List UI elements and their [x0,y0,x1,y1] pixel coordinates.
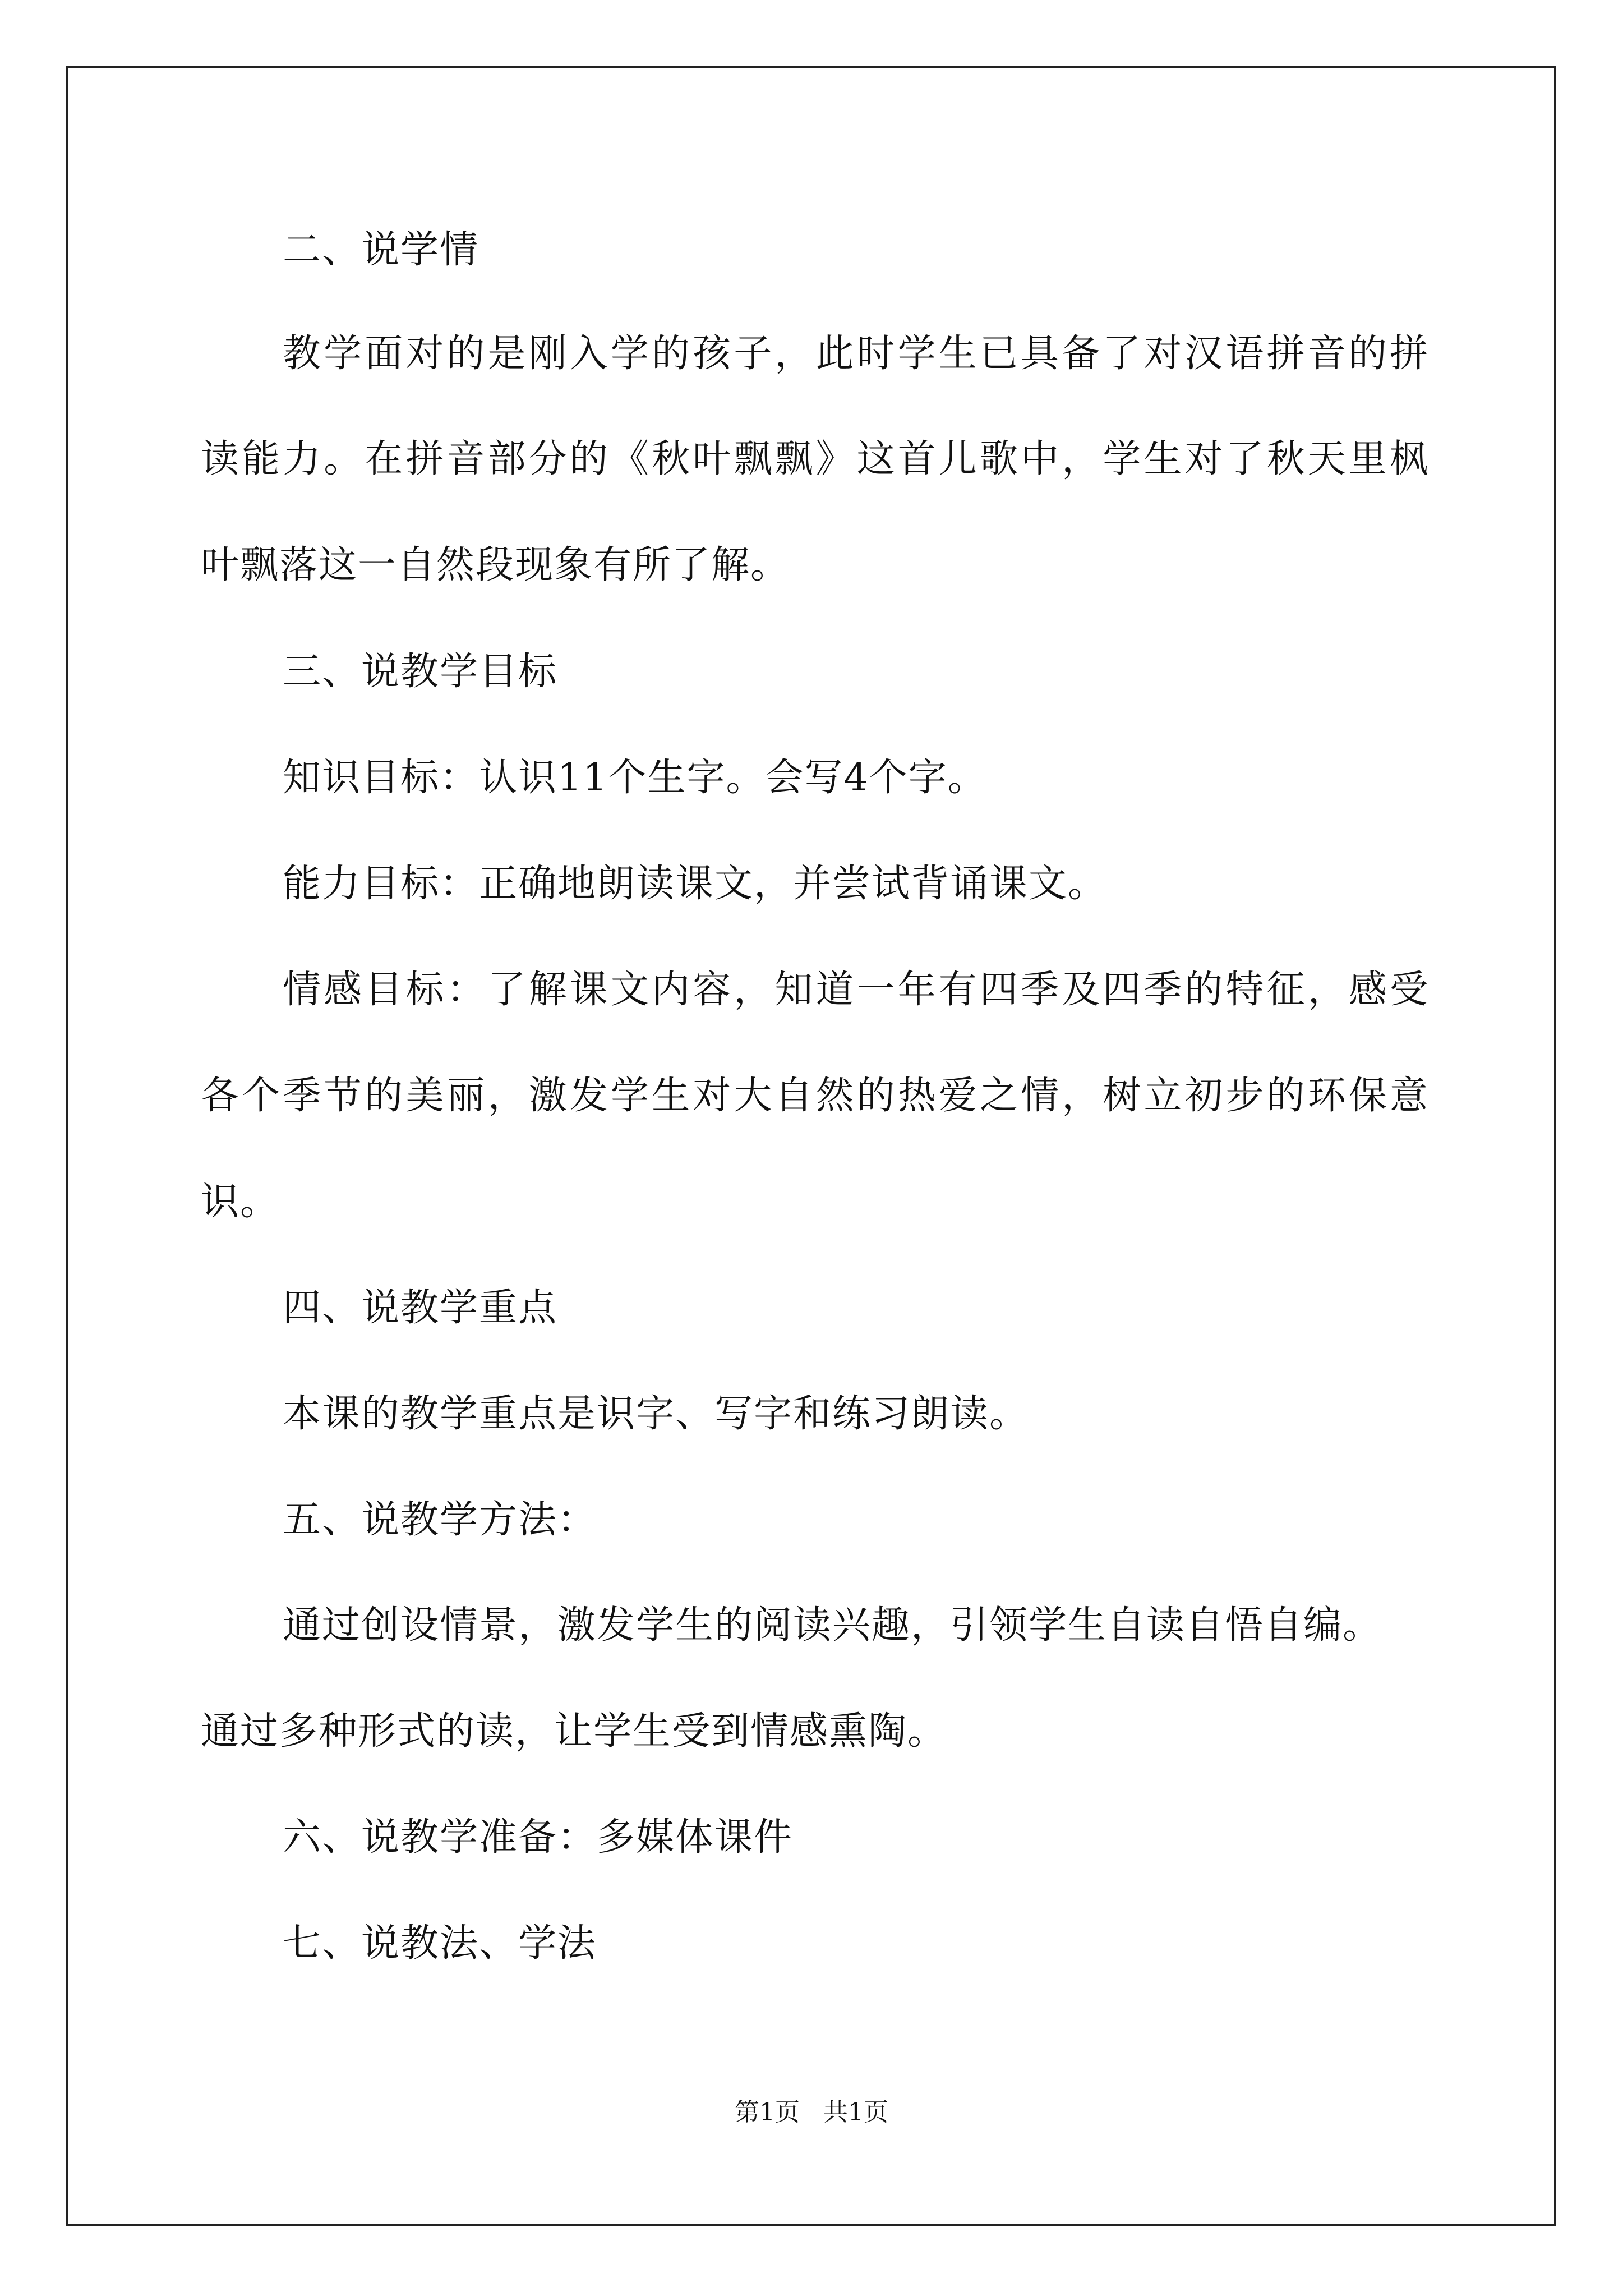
section-heading-teaching-focus: 四、说教学重点 [283,1286,558,1330]
paragraph-line: 情感目标：了解课文内容，知道一年有四季及四季的特征，感受 [283,968,1429,1012]
paragraph-line: 通过多种形式的读，让学生受到情感熏陶。 [201,1709,947,1754]
paragraph-line: 本课的教学重点是识字、写字和练习朗读。 [283,1392,1029,1436]
section-heading-learning-situation: 二、说学情 [283,228,479,272]
section-heading-teaching-preparation: 六、说教学准备：多媒体课件 [283,1815,794,1860]
paragraph-line: 读能力。在拼音部分的《秋叶飘飘》这首儿歌中，学生对了秋天里枫 [201,437,1429,481]
paragraph-line: 知识目标：认识11个生字。会写4个字。 [283,756,987,800]
section-heading-teaching-methods: 五、说教学方法： [283,1498,597,1542]
page-border [66,66,1556,2226]
page-number-footer: 第1页 共1页 [735,2098,888,2127]
section-heading-teaching-goals: 三、说教学目标 [283,650,558,694]
paragraph-line: 能力目标：正确地朗读课文，并尝试背诵课文。 [283,862,1108,906]
section-heading-teaching-and-learning-methods: 七、说教法、学法 [283,1921,597,1966]
paragraph-line: 识。 [201,1180,280,1224]
paragraph-line: 通过创设情景，激发学生的阅读兴趣，引领学生自读自悟自编。 [283,1603,1382,1648]
paragraph-line: 叶飘落这一自然段现象有所了解。 [201,543,790,587]
paragraph-line: 教学面对的是刚入学的孩子，此时学生已具备了对汉语拼音的拼 [283,332,1429,376]
paragraph-line: 各个季节的美丽，激发学生对大自然的热爱之情，树立初步的环保意 [201,1074,1429,1118]
